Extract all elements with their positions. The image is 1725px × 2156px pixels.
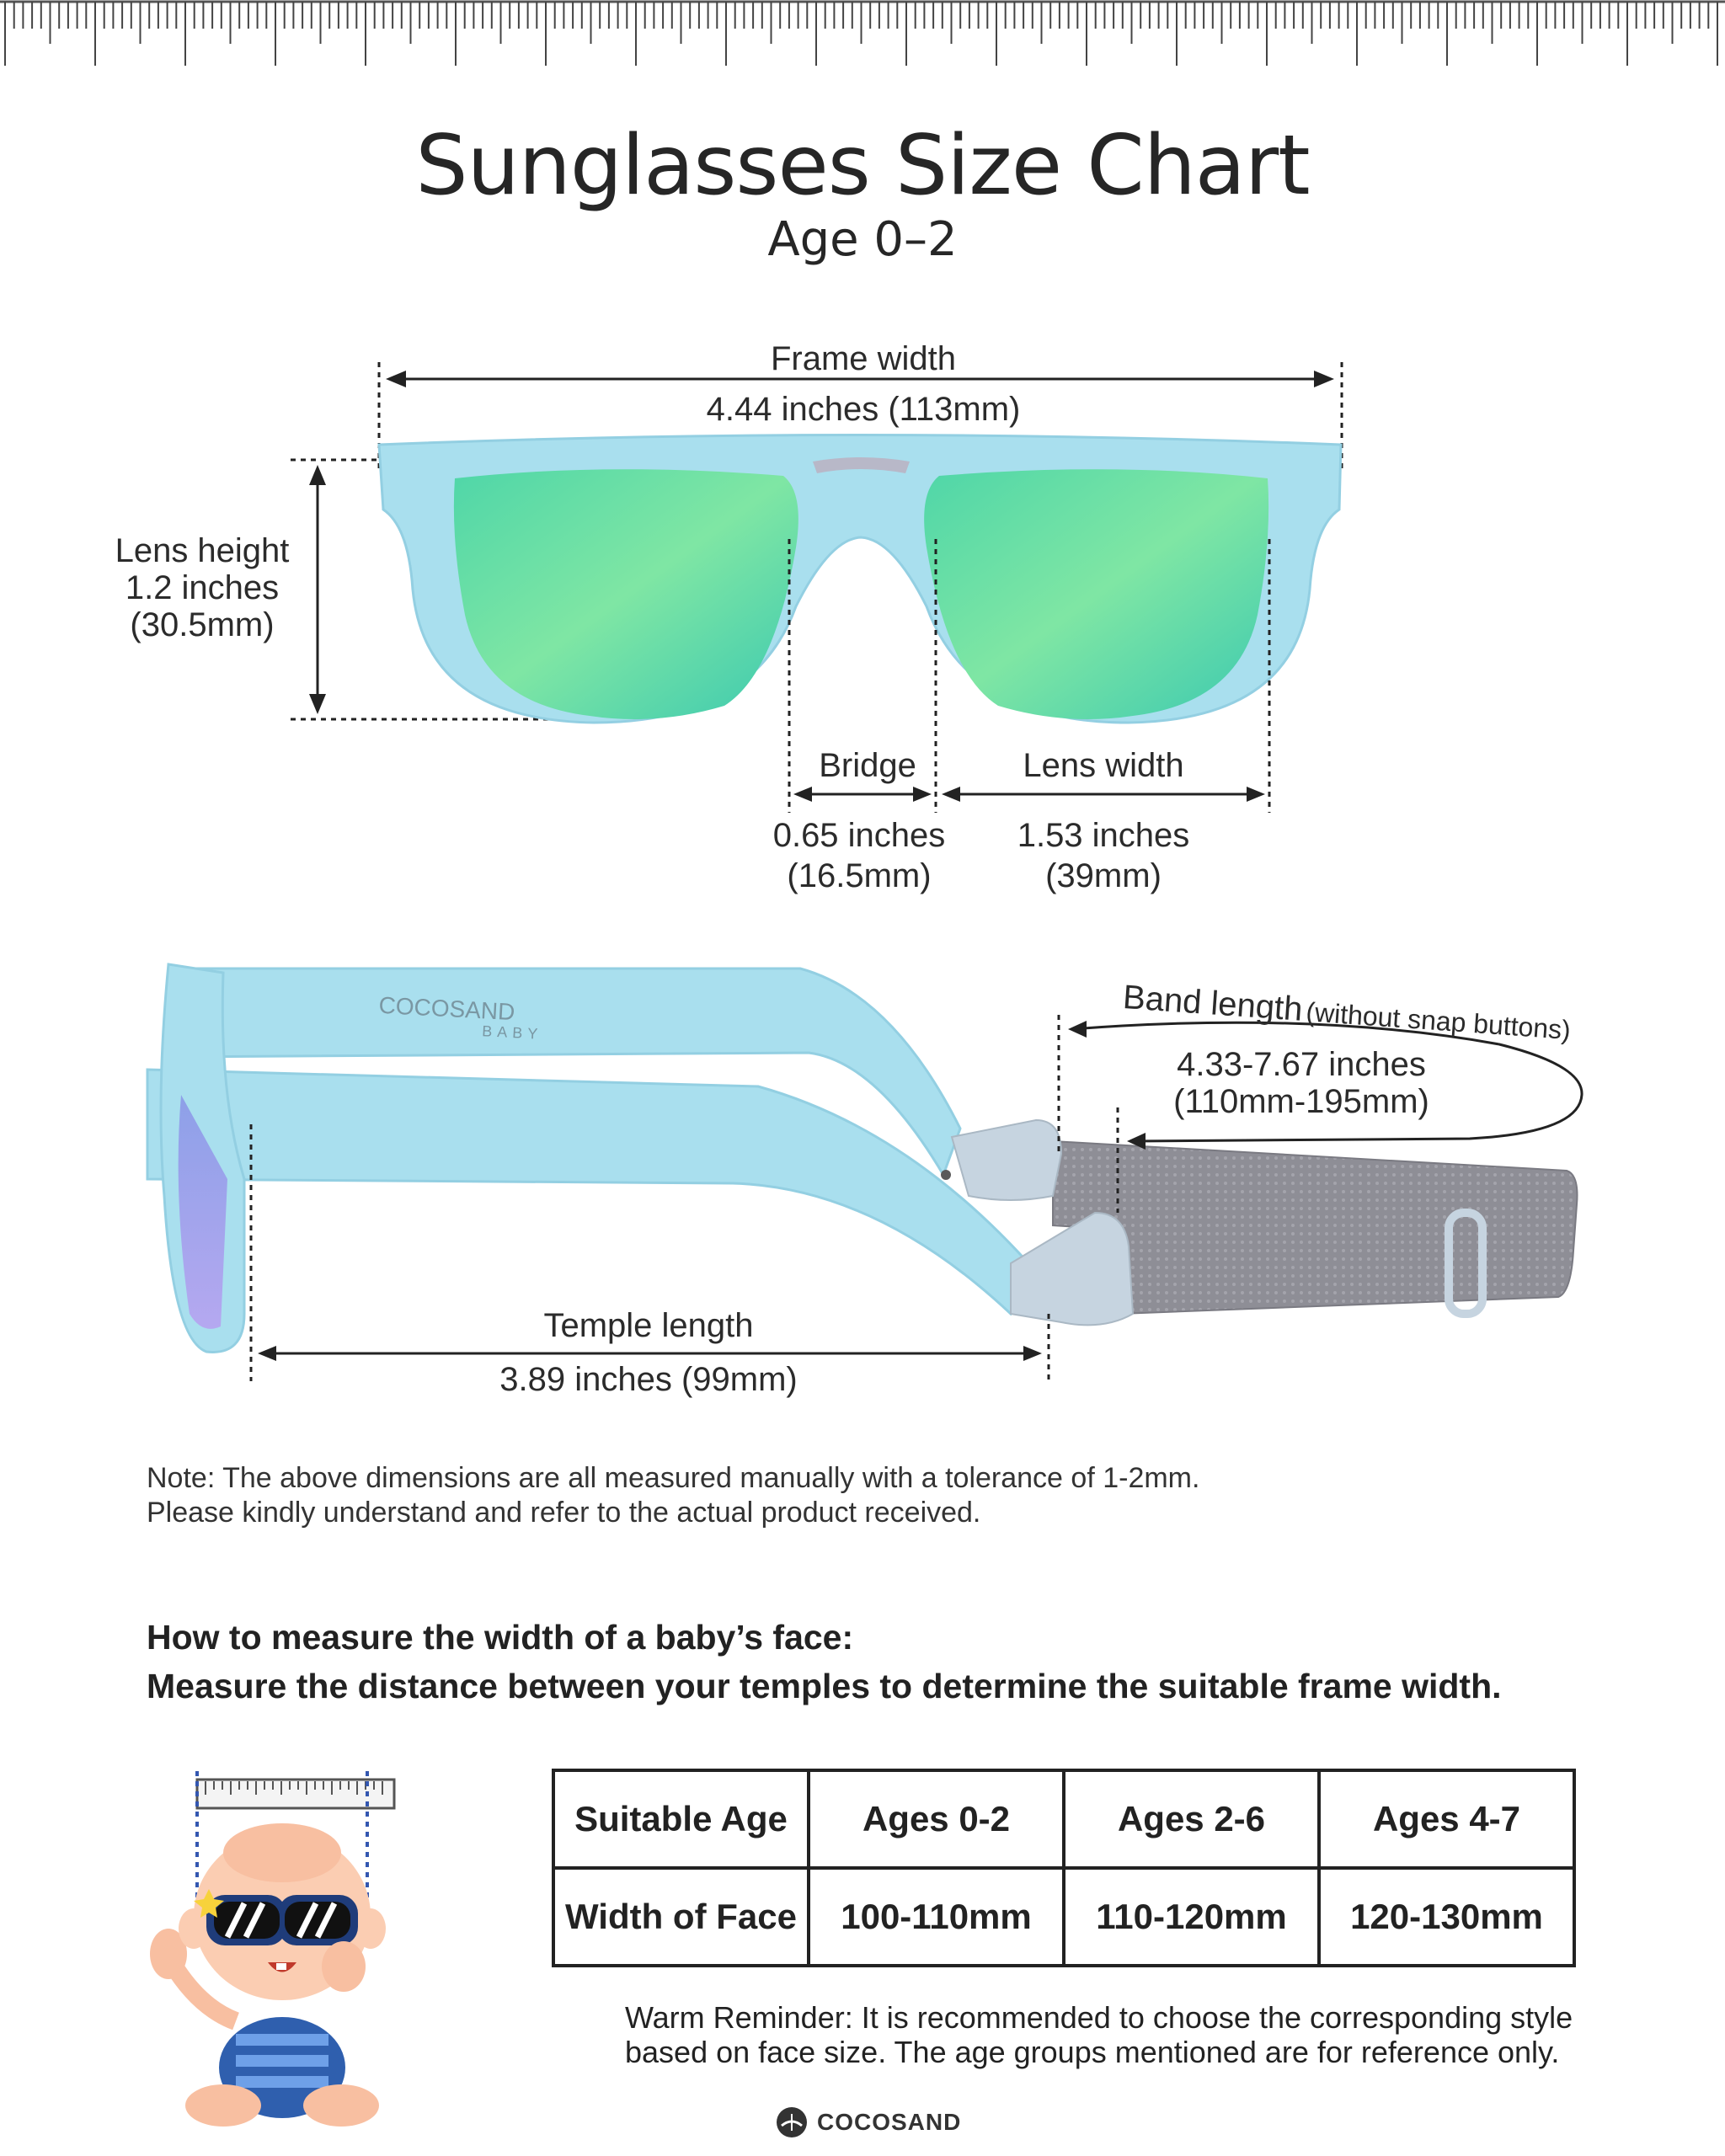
bridge-inches: 0.65 inches <box>772 817 946 854</box>
brand-name: COCOSAND <box>817 2109 962 2135</box>
lens-width-inches: 1.53 inches <box>1017 817 1190 854</box>
lens-height-mm: (30.5mm) <box>130 606 275 643</box>
table-row <box>553 1770 1574 1868</box>
howto-line-2: Measure the distance between your temples to determine the suitable frame width. <box>147 1667 1502 1706</box>
table-cell: Width of Face <box>553 1868 809 1966</box>
howto-line-1: How to measure the width of a baby’s face: <box>147 1618 854 1657</box>
note-line-1: Note: The above dimensions are all measured manually with a tolerance of 1-2mm. <box>147 1462 1200 1494</box>
measurement-note <box>147 1461 1199 1530</box>
band-length-mm: (110mm-195mm) <box>1173 1083 1429 1120</box>
table-cell: Ages 4-7 <box>1319 1770 1574 1868</box>
note-line-2: Please kindly understand and refer to the actual product received. <box>147 1496 981 1529</box>
band-length-label: Band length <box>1121 978 1304 1028</box>
bridge-mm: (16.5mm) <box>787 857 932 894</box>
temple-length-value: 3.89 inches (99mm) <box>499 1361 798 1398</box>
lens-width-label: Lens width <box>1023 747 1184 784</box>
reminder-line-2: based on face size. The age groups mentioned are for reference only. <box>625 2035 1560 2070</box>
temple-imprint-sub: BABY <box>481 1022 543 1043</box>
temple-imprint-brand: COCOSAND <box>377 991 516 1026</box>
brand-footer <box>775 2105 961 2139</box>
baby-illustration <box>143 1764 404 2127</box>
table-row <box>553 1868 1574 1966</box>
table-cell: 110-120mm <box>1064 1868 1319 1966</box>
reminder-line-1: Warm Reminder: It is recommended to choose the corresponding style <box>625 2000 1573 2035</box>
temple-length-label: Temple length <box>543 1307 754 1344</box>
brand-logo-icon <box>775 2105 809 2139</box>
lens-height-label: Lens height <box>115 532 290 569</box>
frame-width-value: 4.44 inches (113mm) <box>706 391 1021 428</box>
size-table <box>552 1769 1576 1967</box>
warm-reminder <box>625 2000 1573 2070</box>
lens-height-inches: 1.2 inches <box>125 569 280 606</box>
table-cell: Ages 2-6 <box>1064 1770 1319 1868</box>
howto-heading <box>147 1613 1502 1710</box>
lens-width-mm: (39mm) <box>1045 857 1162 894</box>
band-length-qualifier: (without snap buttons) <box>1305 996 1572 1046</box>
ruler-strip <box>0 0 1725 76</box>
table-cell: 100-110mm <box>809 1868 1064 1966</box>
bridge-label: Bridge <box>819 747 916 784</box>
page-title: Sunglasses Size Chart <box>415 118 1310 214</box>
table-cell: Ages 0-2 <box>809 1770 1064 1868</box>
frame-width-label: Frame width <box>770 340 957 377</box>
table-cell: 120-130mm <box>1319 1868 1574 1966</box>
table-cell: Suitable Age <box>553 1770 809 1868</box>
band-length-inches: 4.33-7.67 inches <box>1177 1046 1426 1083</box>
page-subtitle: Age 0–2 <box>767 212 958 267</box>
